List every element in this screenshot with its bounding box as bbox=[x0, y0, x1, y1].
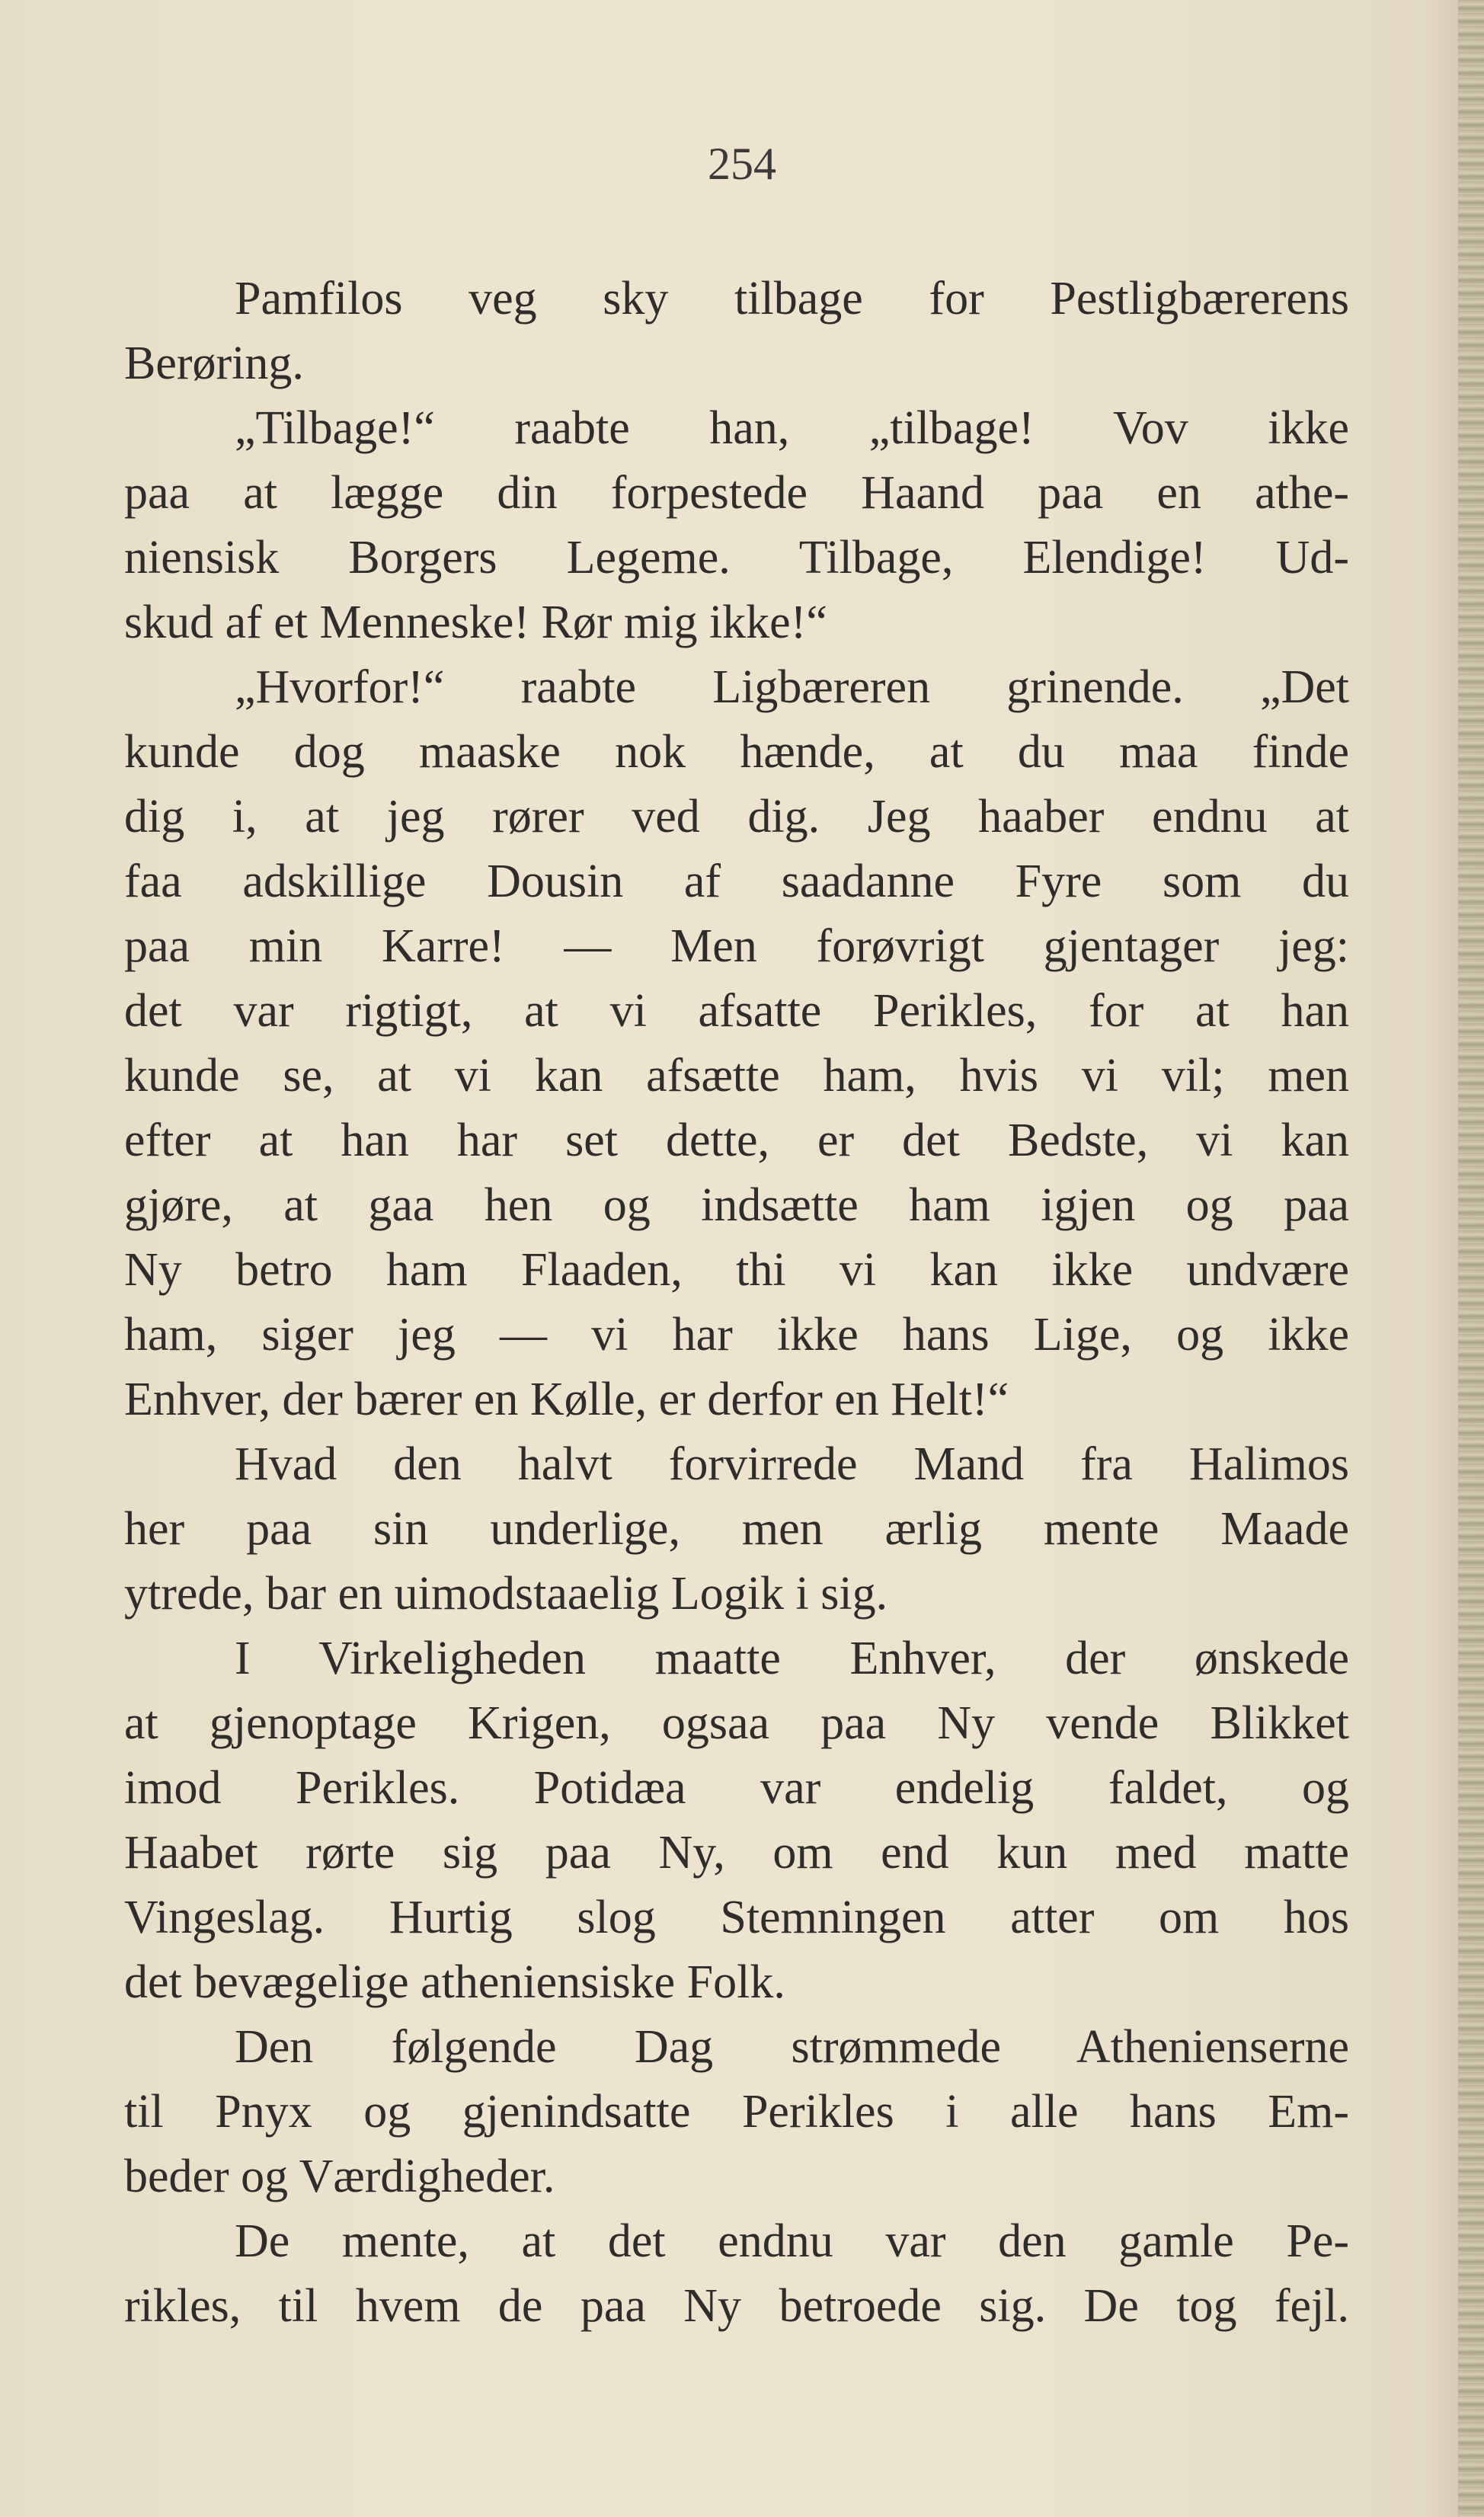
text-line: rikles, til hvem de paa Ny betroede sig. De tog fejl. bbox=[124, 2280, 1349, 2332]
text-line: dig i, at jeg rører ved dig. Jeg haaber endnu at bbox=[124, 791, 1349, 843]
text-line: her paa sin underlige, men ærlig mente Maade bbox=[124, 1503, 1349, 1555]
text-line: Den følgende Dag strømmede Athenienserne bbox=[235, 2021, 1349, 2073]
text-line: skud af et Menneske! Rør mig ikke!“ bbox=[124, 596, 827, 648]
text-line: imod Perikles. Potidæa var endelig faldet, og bbox=[124, 1762, 1349, 1814]
text-line: faa adskillige Dousin af saadanne Fyre som du bbox=[124, 856, 1349, 907]
text-line: Haabet rørte sig paa Ny, om end kun med matte bbox=[124, 1827, 1349, 1879]
page-number: 254 bbox=[708, 139, 776, 189]
text-line: De mente, at det endnu var den gamle Pe- bbox=[235, 2215, 1349, 2267]
text-line: Hvad den halvt forvirrede Mand fra Halimos bbox=[235, 1438, 1349, 1490]
text-line: Ny betro ham Flaaden, thi vi kan ikke undvære bbox=[124, 1244, 1349, 1296]
text-line: Vingeslag. Hurtig slog Stemningen atter om hos bbox=[124, 1892, 1349, 1943]
text-line: paa at lægge din forpestede Haand paa en athe- bbox=[124, 467, 1349, 519]
text-line: gjøre, at gaa hen og indsætte ham igjen og paa bbox=[124, 1179, 1349, 1231]
text-line: til Pnyx og gjenindsatte Perikles i alle hans Em- bbox=[124, 2086, 1349, 2138]
text-line: beder og Værdigheder. bbox=[124, 2151, 555, 2202]
text-line: Berøring. bbox=[124, 337, 304, 389]
text-line: det bevægelige atheniensiske Folk. bbox=[124, 1956, 785, 2008]
text-line: niensisk Borgers Legeme. Tilbage, Elendige! Ud- bbox=[124, 532, 1349, 584]
text-line: Enhver, der bærer en Kølle, er derfor en Helt!“ bbox=[124, 1374, 1009, 1425]
text-line: „Tilbage!“ raabte han, „tilbage! Vov ikke bbox=[235, 402, 1349, 454]
text-line: ytrede, bar en uimodstaaelig Logik i sig. bbox=[124, 1568, 888, 1620]
text-line: efter at han har set dette, er det Bedste, vi kan bbox=[124, 1115, 1349, 1166]
text-line: det var rigtigt, at vi afsatte Perikles, for at han bbox=[124, 985, 1349, 1037]
text-line: kunde se, at vi kan afsætte ham, hvis vi vil; men bbox=[124, 1050, 1349, 1102]
text-line: paa min Karre! — Men forøvrigt gjentager jeg: bbox=[124, 920, 1349, 972]
text-line: I Virkeligheden maatte Enhver, der ønskede bbox=[235, 1633, 1349, 1684]
text-line: ham, siger jeg — vi har ikke hans Lige, og ikke bbox=[124, 1309, 1349, 1361]
text-line: „Hvorfor!“ raabte Ligbæreren grinende. „Det bbox=[235, 661, 1349, 713]
text-line: at gjenoptage Krigen, ogsaa paa Ny vende Blikket bbox=[124, 1697, 1349, 1749]
body-text bbox=[124, 267, 1349, 2339]
text-line: kunde dog maaske nok hænde, at du maa finde bbox=[124, 726, 1349, 778]
page-edge bbox=[1458, 0, 1484, 2517]
text-line: Pamfilos veg sky tilbage for Pestligbærerens bbox=[235, 273, 1349, 325]
